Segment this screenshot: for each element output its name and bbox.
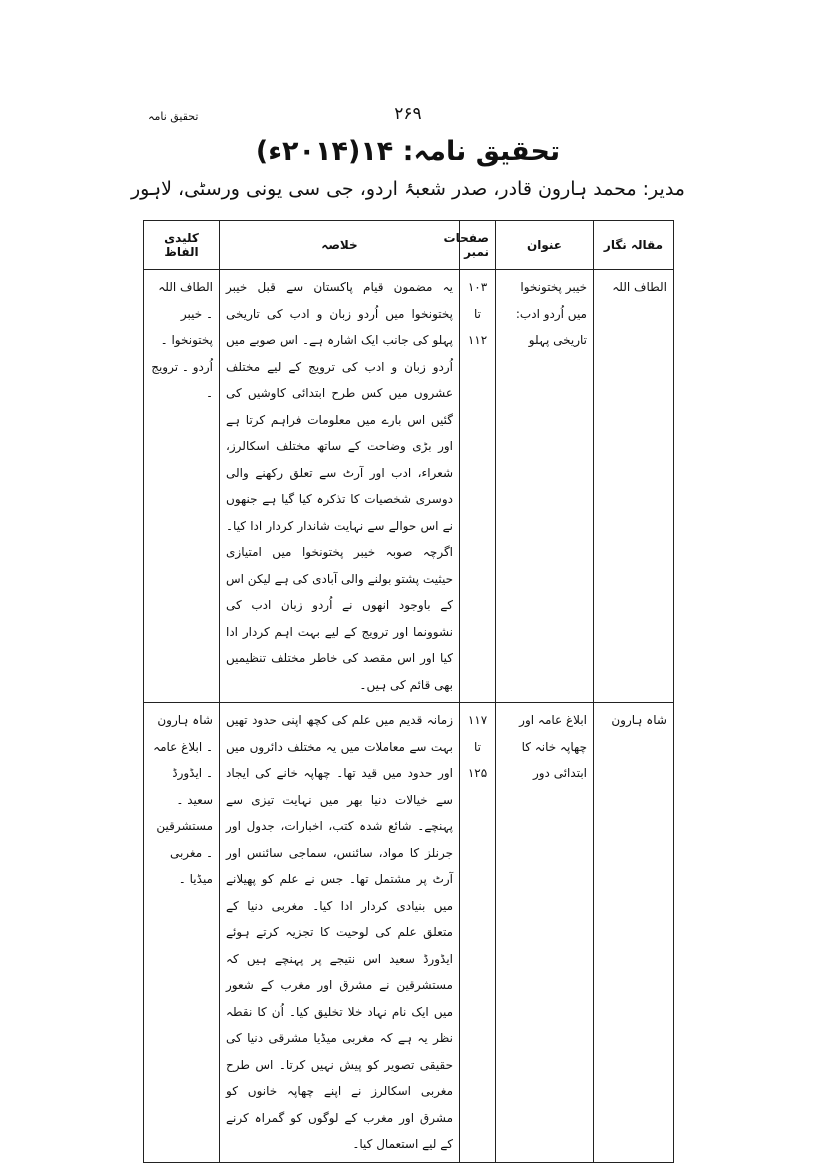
pages-separator: تا (474, 739, 481, 754)
header-pages: صفحات نمبر (460, 221, 496, 270)
table-row (144, 270, 674, 703)
cell-pages (460, 703, 496, 1163)
table-header-row (144, 221, 674, 270)
pages-separator: تا (474, 306, 481, 321)
cell-keywords: الطاف اللہ ۔ خیبر پختونخوا ۔ اُردو ۔ ترویج ۔ (144, 270, 220, 703)
cell-keywords: شاہ ہارون ۔ ابلاغ عامہ ۔ ایڈورڈ سعید ۔ مستشرقین ۔ مغربی میڈیا ۔ (144, 703, 220, 1163)
header-title: عنوان (496, 221, 594, 270)
pages-to: ۱۱۲ (467, 333, 488, 347)
pages-to: ۱۲۵ (467, 766, 488, 780)
cell-pages (460, 270, 496, 703)
table-row (144, 703, 674, 1163)
pages-from: ۱۱۷ (467, 713, 488, 727)
cell-abstract: یہ مضمون قیام پاکستان سے قبل خیبر پختونخوا میں اُردو زبان و ادب کی تاریخی پہلو کی جانب ایک اشارہ ہے۔ اس صوبے میں اُردو زبان و ادب کی ترویج کے لیے مختلف عشروں میں کس طرح ابتدائی کاوشیں کی گئیں اس بارے میں معلومات فراہم کرتا ہے اور بڑی وضاحت کے ساتھ مختلف اسکالرز، شعراء، ادب اور آرٹ سے تعلق رکھنے والی دوسری شخصیات کا تذکرہ کیا گیا ہے جنھوں نے اس حوالے سے نہایت شاندار کردار ادا کیا۔ اگرچہ صوبہ خیبر پختونخوا میں امتیازی حیثیت پشتو بولنے والی آبادی کی ہے لیکن اس کے باوجود انھوں نے اُردو زبان ادب کی نشوونما اور ترویج کے لیے بہت اہم کردار ادا کیا اور اس مقصد کی خاطر مختلف تنظیمیں بھی قائم کی ہیں۔ (220, 270, 460, 703)
cell-title: ابلاغ عامہ اور چھاپہ خانہ کا ابتدائی دور (496, 703, 594, 1163)
article-index-table (143, 220, 674, 1163)
cell-abstract: زمانہ قدیم میں علم کی کچھ اپنی حدود تھیں بہت سے معاملات میں یہ مختلف دائروں میں اور حدود میں قید تھا۔ چھاپہ خانے کی ایجاد سے خیالات دنیا بھر میں نہایت تیزی سے پہنچے۔ شائع شدہ کتب، اخبارات، جدول اور جرنلز کا مواد، سائنس، سماجی سائنس اور آرٹ پر مشتمل تھا۔ جس نے علم کو پھیلانے میں بنیادی کردار ادا کیا۔ مغربی دنیا کے متعلق علم کی لوحیت کا تجزیہ کرتے ہوئے ایڈورڈ سعید اس نتیجے پر پہنچے ہیں کہ مستشرقین نے مشرق اور مغرب کے شعور میں ایک نام نہاد خلا تخلیق کیا۔ اُن کا نقطہ نظر یہ ہے کہ مغربی میڈیا مشرقی دنیا کی حقیقی تصویر کو پیش نہیں کرتا۔ اس طرح مغربی اسکالرز نے اپنے چھاپہ خانوں کو مشرق اور مغرب کے لوگوں کو گمراہ کرنے کے لیے استعمال کیا۔ (220, 703, 460, 1163)
page-number: ۲۶۹ (394, 104, 422, 124)
cell-author: شاہ ہارون (594, 703, 674, 1163)
pages-from: ۱۰۳ (467, 280, 488, 294)
cell-author: الطاف اللہ (594, 270, 674, 703)
header-keywords: کلیدی الفاظ (144, 221, 220, 270)
journal-title: تحقیق نامہ: ۱۴(۲۰۱۴ء) (255, 136, 561, 167)
header-abstract: خلاصہ (220, 221, 460, 270)
running-head: تحقیق نامہ (148, 110, 199, 123)
header-author: مقالہ نگار (594, 221, 674, 270)
editor-line: مدیر: محمد ہارون قادر، صدر شعبۂ اردو، جی سی یونی ورسٹی، لاہور (131, 178, 685, 200)
cell-title: خیبر پختونخوا میں اُردو ادب: تاریخی پہلو (496, 270, 594, 703)
